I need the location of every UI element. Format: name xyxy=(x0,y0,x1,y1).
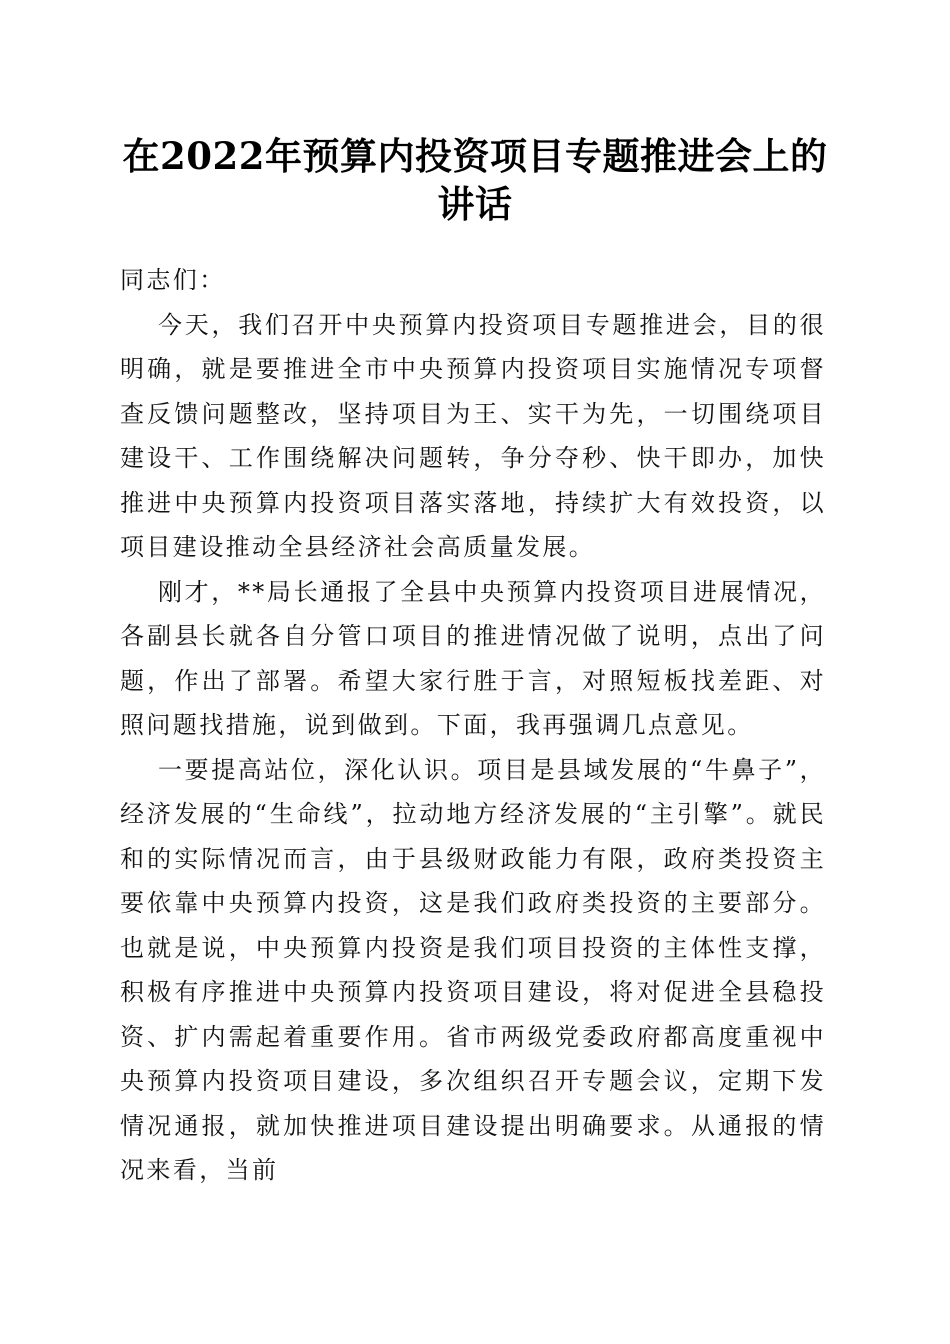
salutation: 同志们： xyxy=(120,266,226,294)
paragraph-2: 刚才，**局长通报了全县中央预算内投资项目进展情况，各副县长就各自分管口项目的推进情况做了说明，点出了问题，作出了部署。希望大家行胜于言，对照短板找差距、对照问题找措施，说到做到。下面，我再强调几点意见。 xyxy=(120,577,826,739)
document-title: 在2022年预算内投资项目专题推进会上的讲话 xyxy=(122,134,828,226)
document-body xyxy=(120,258,826,1193)
paragraph-3: 一要提高站位，深化认识。项目是县域发展的“牛鼻子”，经济发展的“生命线”，拉动地方经济发展的“主引擎”。就民和的实际情况而言，由于县级财政能力有限，政府类投资主要依靠中央预算内投资，这是我们政府类投资的主要部分。也就是说，中央预算内投资是我们项目投资的主体性支撑，积极有序推进中央预算内投资项目建设，将对促进全县稳投资、扩内需起着重要作用。省市两级党委政府都高度重视中央预算内投资项目建设，多次组织召开专题会议，定期下发情况通报，就加快推进项目建设提出明确要求。从通报的情况来看，当前 xyxy=(120,755,826,1184)
paragraph-1: 今天，我们召开中央预算内投资项目专题推进会，目的很明确，就是要推进全市中央预算内投资项目实施情况专项督查反馈问题整改，坚持项目为王、实干为先，一切围绕项目建设干、工作围绕解决问题转，争分夺秒、快干即办，加快推进中央预算内投资项目落实落地，持续扩大有效投资，以项目建设推动全县经济社会高质量发展。 xyxy=(120,310,826,561)
